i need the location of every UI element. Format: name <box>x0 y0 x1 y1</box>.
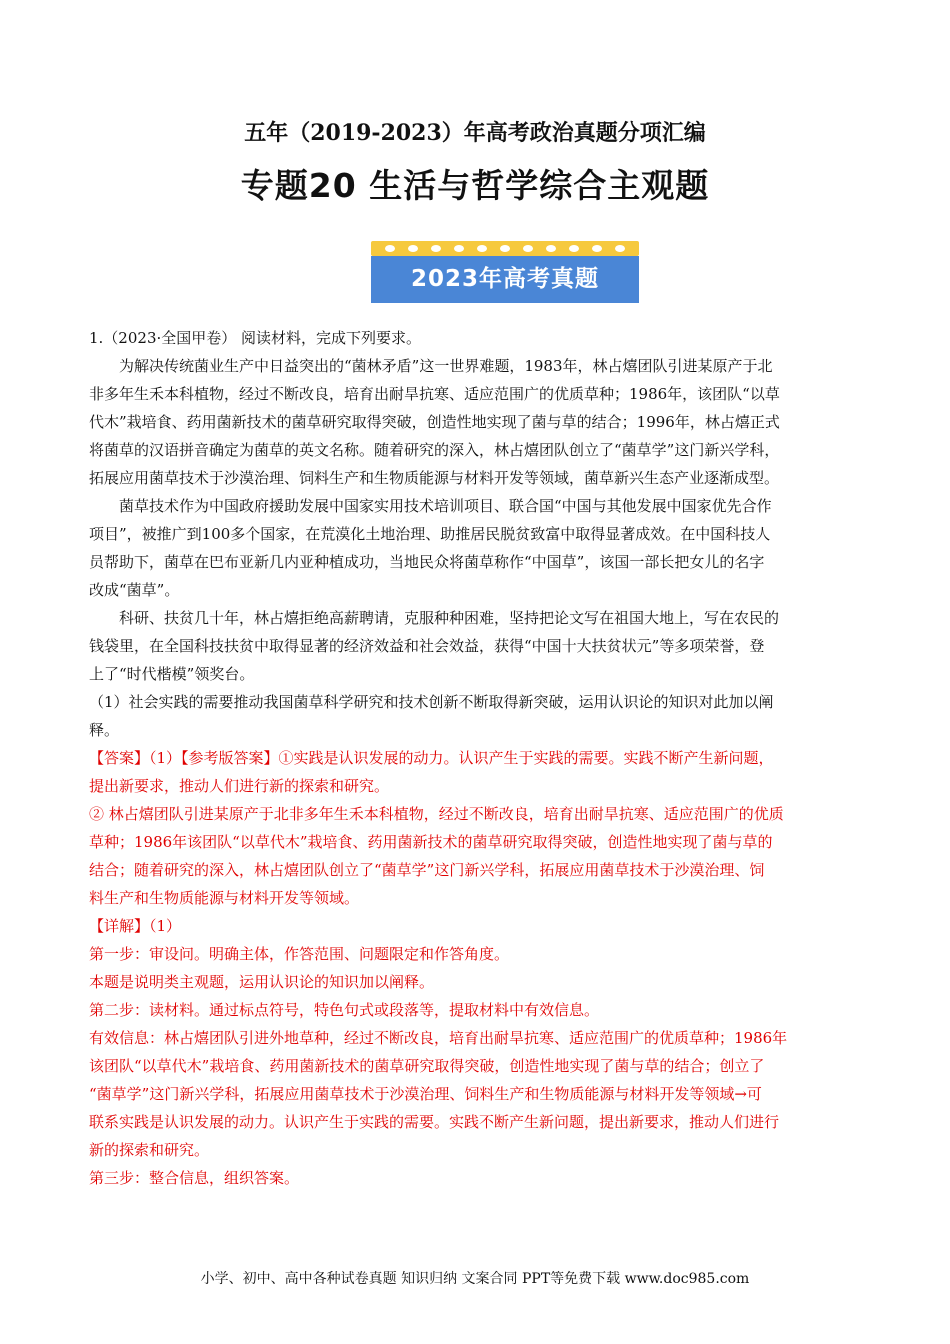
explanation-line: 该团队“以草代木”栽培食、药用菌新技术的菌草研究取得突破，创造性地实现了菌与草的结合；创立了 <box>89 1057 765 1075</box>
collection-title: 五年（2019-2023）年高考政治真题分项汇编 <box>244 120 706 146</box>
page-footer: 小学、初中、高中各种试卷真题 知识归纳 文案合同 PPT等免费下载 www.doc985.com <box>200 1271 750 1287</box>
explanation-line: 第二步：读材料。通过标点符号，特色句式或段落等，提取材料中有效信息。 <box>89 1001 600 1019</box>
explanation-line: 新的探索和研究。 <box>89 1141 210 1159</box>
material-paragraph-3 <box>89 604 864 688</box>
answer-line: 提出新要求，推动人们进行新的探索和研究。 <box>89 777 390 795</box>
answer-section <box>89 744 864 912</box>
paragraph-line: 非多年生禾本科植物，经过不断改良，培育出耐旱抗寒、适应范围广的优质草种；1986年，该团队“以草 <box>89 385 780 403</box>
requirement-line: 释。 <box>89 721 120 739</box>
answer-line: 草种；1986年该团队“以草代木”栽培食、药用菌新技术的菌草研究取得突破，创造性地实现了菌与草的 <box>89 833 773 851</box>
explanation-section <box>89 912 864 1192</box>
question-requirement <box>89 688 864 744</box>
answer-line: 料生产和生物质能源与材料开发等领域。 <box>89 889 360 907</box>
document-body <box>89 324 864 1192</box>
explanation-line: 联系实践是认识发展的动力。认识产生于实践的需要。实践不断产生新问题，提出新要求，推动人们进行 <box>89 1113 780 1131</box>
paragraph-line: 拓展应用菌草技术于沙漠治理、饲料生产和生物质能源与材料开发等领域，菌草新兴生态产业逐渐成型。 <box>89 469 780 487</box>
requirement-line: （1）社会实践的需要推动我国菌草科学研究和技术创新不断取得新突破，运用认识论的知识对此加以阐 <box>89 693 774 711</box>
paragraph-line: 改成“菌草”。 <box>89 581 180 599</box>
topic-title: 专题20 生活与哲学综合主观题 <box>240 166 710 205</box>
explanation-line: 本题是说明类主观题，运用认识论的知识加以阐释。 <box>89 973 435 991</box>
material-paragraph-2 <box>89 492 864 604</box>
explanation-line: 第一步：审设问。明确主体，作答范围、问题限定和作答角度。 <box>89 945 510 963</box>
answer-line: ② 林占熺团队引进某原产于北非多年生禾本科植物，经过不断改良，培育出耐旱抗寒、适应范围广的优质 <box>89 805 784 823</box>
paragraph-line: 科研、扶贫几十年，林占熺拒绝高薪聘请，克服种种困难，坚持把论文写在祖国大地上，写在农民的 <box>119 609 780 627</box>
paragraph-line: 项目”，被推广到100多个国家，在荒漠化土地治理、助推居民脱贫致富中取得显著成效。在中国科技人 <box>89 525 771 543</box>
paragraph-line: 员帮助下，菌草在巴布亚新几内亚种植成功，当地民众将菌草称作“中国草”，该国一部长把女儿的名字 <box>89 553 765 571</box>
explanation-line: 【详解】（1） <box>89 917 182 935</box>
paragraph-line: 菌草技术作为中国政府援助发展中国家实用技术培训项目、联合国“中国与其他发展中国家优先合作 <box>119 497 772 515</box>
banner-label: 2023年高考真题 <box>371 256 639 303</box>
year-banner <box>371 241 639 303</box>
explanation-line: 第三步：整合信息，组织答案。 <box>89 1169 300 1187</box>
explanation-line: 有效信息：林占熺团队引进外地草种，经过不断改良，培育出耐旱抗寒、适应范围广的优质草种；1986年 <box>89 1029 788 1047</box>
paragraph-line: 代木”栽培食、药用菌新技术的菌草研究取得突破，创造性地实现了菌与草的结合；1996年，林占熺正式 <box>89 413 780 431</box>
paragraph-line: 上了“时代楷模”领奖台。 <box>89 665 255 683</box>
answer-line: 【答案】（1）【参考版答案】①实践是认识发展的动力。认识产生于实践的需要。实践不断产生新问题， <box>89 749 774 767</box>
paragraph-line: 将菌草的汉语拼音确定为菌草的英文名称。随着研究的深入，林占熺团队创立了“菌草学”这门新兴学科， <box>89 441 780 459</box>
answer-line: 结合；随着研究的深入，林占熺团队创立了“菌草学”这门新兴学科，拓展应用菌草技术于沙漠治理、饲 <box>89 861 765 879</box>
banner-dots-strip <box>371 241 639 256</box>
question-stem: 1.（2023·全国甲卷） 阅读材料，完成下列要求。 <box>89 329 422 347</box>
paragraph-line: 为解决传统菌业生产中日益突出的“菌林矛盾”这一世界难题，1983年，林占熺团队引进某原产于北 <box>119 357 773 375</box>
paragraph-line: 钱袋里，在全国科技扶贫中取得显著的经济效益和社会效益，获得“中国十大扶贫状元”等多项荣誉，登 <box>89 637 765 655</box>
material-paragraph-1 <box>89 352 864 492</box>
explanation-line: “菌草学”这门新兴学科，拓展应用菌草技术于沙漠治理、饲料生产和生物质能源与材料开发等领域→可 <box>89 1085 762 1103</box>
